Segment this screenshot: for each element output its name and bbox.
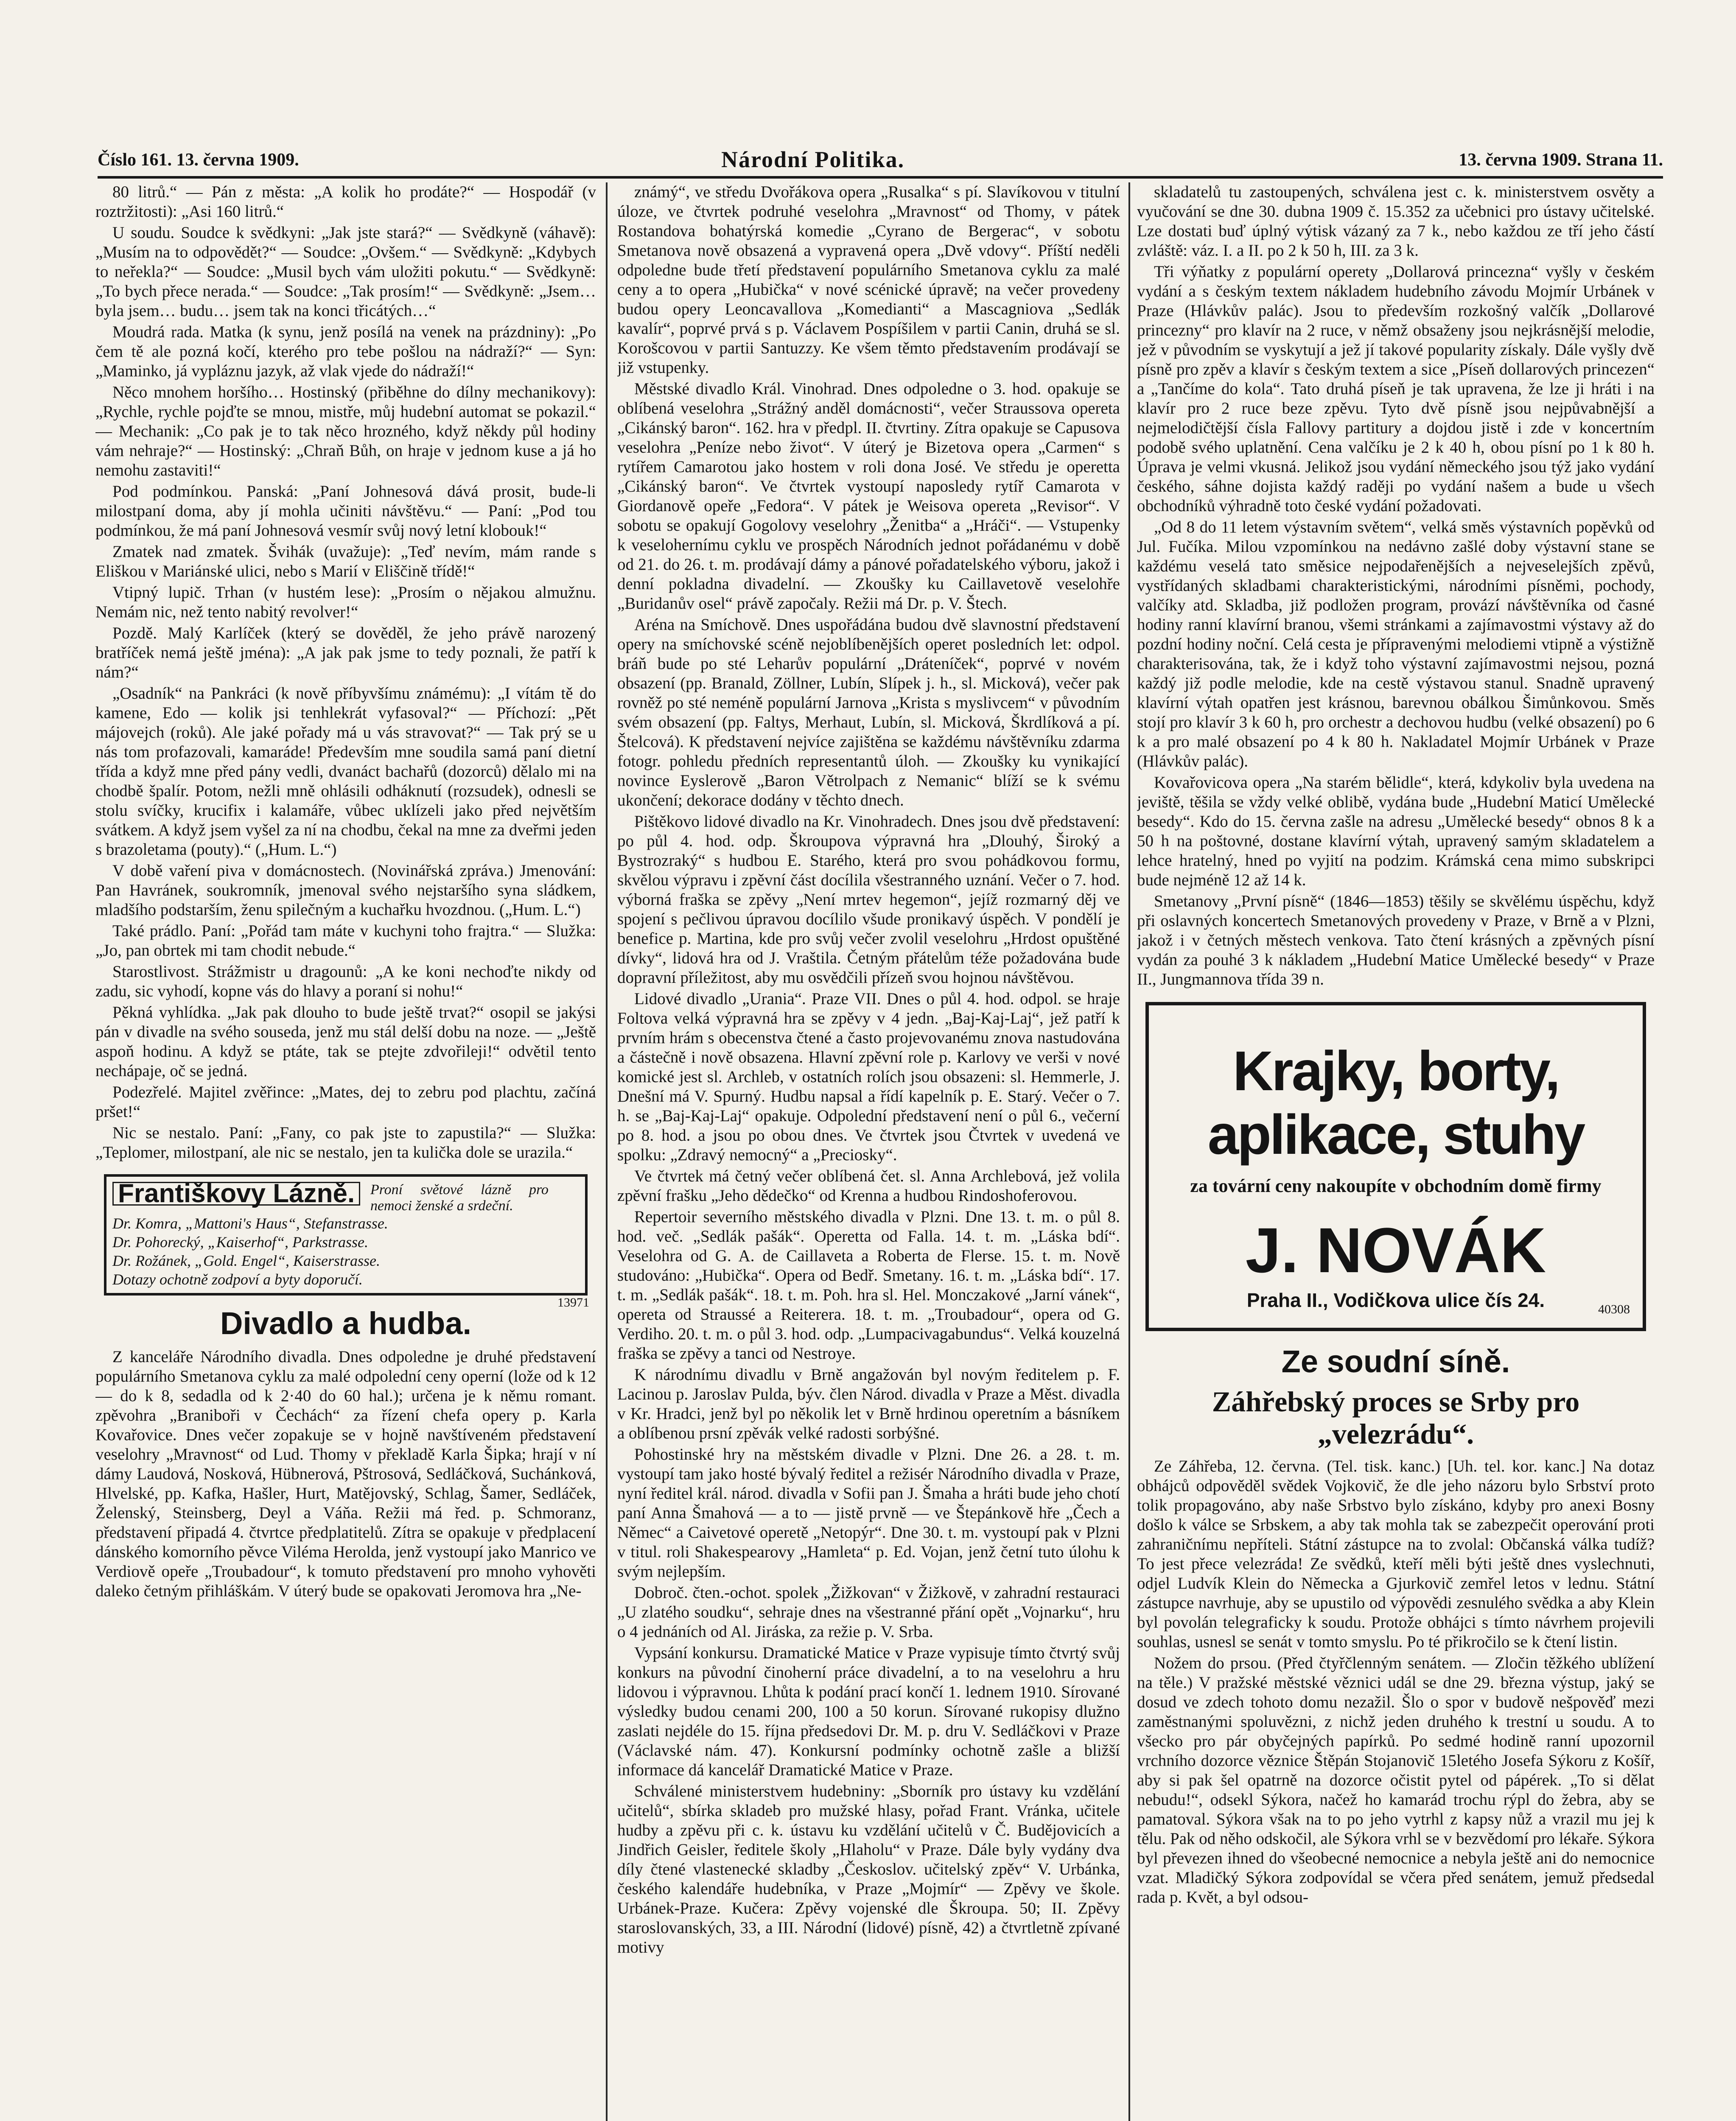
paragraph: „Od 8 do 11 letem výstavním světem“, velká směs výstavních popěvků od Jul. Fučíka. Milou vzpomínkou na nedávno zašlé doby výstavní stane se každému veselá tato směsice nejpodařenějších a nejveselejších zpěvů, vystřídaných skladbami charakteristickými, národními písněmi, pochody, valčíky atd. Skladba, již podložen program, provází návštěvníka od časné hodiny ranní klavírní branou, všemi stránkami a zajímavostmi výstavy až do pozdní hodiny noční. Celá cesta je přípravenými melodiemi vtipně a výstižně charakterisována, tak, že i když toho výstavní zajímavostmi nejsou, pozná každý již podle melodie, kde na cestě výstavou stanul. Snadně upravený klavírní výtah opatřen jest krásnou, barevnou obálkou Šimůnkovou. Směs stojí pro klavír 3 k 60 h, pro orchestr a dechovou hudbu (velké obsazení) po 6 k a pro malé obsazení po 4 k 80 h. Nakladatel Mojmír Urbánek v Praze (Hlávkův palác).: [1137, 518, 1655, 770]
paragraph: Pohostinské hry na městském divadle v Plzni. Dne 26. a 28. t. m. vystoupí tam jako hosté bývalý ředitel a režisér Národního divadla v Praze, nyní ředitel král. národ. divadla v Sofii pan J. Šmaha a hráti bude jeho chotí paní Anna Šmahová — a to — jistě prvně — ve Štepánkově hře „Čech a Němec“ a Caivetové operetě „Netopýr“. Dne 30. t. m. vystoupí pak v Plzni v titul. roli Shakespearovy „Hamleta“ p. Ed. Vojan, jenž četní tuto úlohu k svým nejlepším.: [617, 1445, 1120, 1581]
ad-tagline: Proní světové lázně pro nemoci ženské a srdeční.: [370, 1182, 549, 1214]
column-3: [1137, 182, 1655, 2121]
paragraph: známý“, ve středu Dvořákova opera „Rusalka“ s pí. Slavíkovou v titulní úloze, ve čtvrtek podruhé veselohra „Mravnost“ od Thomy, v pátek Rostandova bohatýrská komedie „Cyrano de Bergerac“, v sobotu Smetanova nově obsazená a vypravená opera „Dvě vdovy“. Příští neděli odpoledne bude třetí představení populárního Smetanova cyklu za malé ceny a to opera „Hubička“ v nové scénické úpravě; na večer provedeny budou opery Leoncavallova „Komedianti“ a Mascagniova „Sedlák kavalír“, poprvé prvá s p. Václavem Pospíšilem v partii Canin, druhá se sl. Korošcovou v partii Santuzzy. Ke všem těmto představením prodávají se již vstupenky.: [617, 183, 1120, 377]
ad-brand: Františkovy Lázně.: [112, 1182, 360, 1206]
paragraph: Městské divadlo Král. Vinohrad. Dnes odpoledne o 3. hod. opakuje se oblíbená veselohra „Strážný anděl domácnosti“, večer Straussova opereta „Cikánský baron“. 162. hra v předpl. II. čtvrtiny. Zítra opakuje se Capusova veselohra „Peníze nebo život“. V úterý je Bizetova opera „Carmen“ s rytířem Camarotou jako hostem v roli dona José. Ve středu je operetta „Cikánský baron“. Ve čtvrtek vystoupí naposledy rytíř Camarota v Giordanově opeře „Fedora“. V pátek je Weisova opereta „Revisor“. V sobotu se opakují Gogolovy veselohry „Ženitba“ a „Hráči“. — Vstupenky k veselohernímu cyklu ve prospěch Národních jednot pořádanému v době od 21. do 26. t. m. prodávají dámy a pánové pořadatelského výboru, jakož i denní pokladna divadelní. — Zkoušky ku Caillavetově veselohře „Buridanův osel“ právě započaly. Režii má Dr. p. V. Štech.: [617, 380, 1120, 613]
paragraph: Vypsání konkursu. Dramatické Matice v Praze vypisuje tímto čtvrtý svůj konkurs na původní činoherní práce divadelní, a to na veselohru a hru lidovou i výpravnou. Lhůta k podání prací končí 1. lednem 1910. Sírované výsledky budou cenami 200, 100 a 50 korun. Sírované rukopisy dlužno zaslati nejdéle do 15. října předsedovi Dr. M. p. dru V. Sedláčkovi v Praze (Václavské nám. 47). Konkursní podmínky ochotně zašle a bližší informace dá kancelář Dramatické Matice v Praze.: [617, 1644, 1120, 1779]
paragraph: skladatelů tu zastoupených, schválena jest c. k. ministerstvem osvěty a vyučování se dne 30. dubna 1909 č. 15.352 za učebnici pro ústavy učitelské. Lze dostati buď úplný výtisk vázaný za 7 k., nebo každou ze tří jeho částí zvláště: váz. I. a II. po 2 k 50 h, III. za 3 k.: [1137, 183, 1655, 260]
paragraph: Pěkná vyhlídka. „Jak pak dlouho to bude ještě trvat?“ osopil se jakýsi pán v divadle na svého souseda, jenž mu stál delší dobu na noze. — „Ještě aspoň hodinu. A když se ptáte, tak se ptejte zdvořileji!“ odvětil tento nechápaje, oč se jedná.: [95, 1003, 596, 1080]
paragraph: Podezřelé. Majitel zvěřince: „Mates, dej to zebru pod plachtu, začíná pršet!“: [95, 1083, 596, 1121]
paragraph: Lidové divadlo „Urania“. Praze VII. Dnes o půl 4. hod. odpol. se hraje Foltova velká výpravná hra se zpěvy v 4 jedn. „Baj-Kaj-Laj“, jež patří k prvním hrám s obecenstva čtené a často projevovanému znova nastudována a částečně i nově obsazena. Hlavní zpěvní role p. Karlovy ve verši v nové komické jest sl. Archleb, v ostatních rolích jsou obsazeni: sl. Hemmerle, J. Dnešní má V. Spurný. Hudbu napsal a řídí kapelník p. E. Starý. Večer o 7. h. se „Baj-Kaj-Laj“ opakuje. Odpolední představení není o půl 6., večerní po 8. hod. a jsou po obou dnes. Ve čtvrtek jsou Čtvrtek v uvedená ve spolku: „Zdravý nemocný“ a „Preciosky“.: [617, 990, 1120, 1164]
column-rule: [1128, 182, 1130, 2121]
article-title: Záhřebský proces se Srby pro „velezrádu“.: [1212, 1385, 1580, 1450]
paragraph: Dobroč. čten.-ochot. spolek „Žižkovan“ v Žižkově, v zahradní restauraci „U zlatého soudku“, sehraje dnes na všestranné přání opět „Vojnarku“, hru o 4 jednáních od Al. Jiráska, za režie p. V. Srba.: [617, 1584, 1120, 1641]
masthead-title: Národní Politika.: [721, 147, 905, 172]
paragraph: Kovařovicova opera „Na starém bělidle“, která, kdykoliv byla uvedena na jeviště, těšila se vždy velké oblibě, vydána bude „Hudební Maticí Umělecké besedy“. Kdo do 15. června zašle na adresu „Umělecké besedy“ obnos 8 k a 50 h na poštovné, dostane klavírní výtah, upravený samým skladatelem a lehce hratelný, hned po vyjití na podzim. Krámská cena mimo subskripci bude nejméně 12 až 14 k.: [1137, 773, 1655, 889]
paragraph: Zmatek nad zmatek. Švihák (uvažuje): „Teď nevím, mám rande s Eliškou v Mariánské ulici, nebo s Marií v Eliščině třídě!“: [95, 543, 596, 580]
ad-row: Dotazy ochotně zodpoví a byty doporučí.: [112, 1271, 363, 1288]
paragraph: 80 litrů.“ — Pán z města: „A kolik ho prodáte?“ — Hospodář (v roztržitosti): „Asi 160 litrů.“: [95, 183, 596, 221]
paragraph: Schválené ministerstvem hudebniny: „Sborník pro ústavy ku vzdělání učitelů“, sbírka skladeb pro mužské hlasy, pořad Frant. Vránka, učitele hudby a zpěvu při c. k. ústavu ku vzdělání učitelů v Č. Budějovicích a Jindřich Geisler, ředitele školy „Hlaholu“ v Praze. Dále byly vydány dva díly čtené vlastenecké skladby „Českoslov. učitelský zpěv“ V. Urbánka, českého kalendáře hudebníka, v Praze „Mojmír“ — Zpěvy ve škole. Urbánek-Praze. Kučera: Zpěvy vojenské dle Škroupa. 50; II. Zpěvy staroslovanských, 33, a III. Národní (lidové) písně, 42) a čtvrtletně zpívané motivy: [617, 1782, 1120, 1956]
issue-page-right: 13. června 1909. Strana 11.: [1459, 150, 1663, 170]
paragraph: V době vaření piva v domácnostech. (Novinářská zpráva.) Jmenování: Pan Havránek, soukromník, jmenoval svého nejstaršího syna sládkem, mladšího podstarším, ženu spilečným a kuchařku hvozdnou. („Hum. L.“): [95, 862, 596, 919]
issue-date-left: Číslo 161. 13. června 1909.: [98, 150, 299, 170]
paragraph: Něco mnohem horšího… Hostinský (přiběhne do dílny mechanikovy): „Rychle, rychle pojďte se mnou, mistře, můj hudební automat se pokazil.“ — Mechanik: „Co pak je to tak něco hrozného, když někdy půl hodiny vám nehraje?“ — Hostinský: „Chraň Bůh, on hraje v jednom kuse a já ho nemohu zastaviti!“: [95, 383, 596, 479]
ad-headline: Krajky, borty, aplikace, stuhy: [1207, 1040, 1584, 1166]
paragraph: U soudu. Soudce k svědkyni: „Jak jste stará?“ — Svědkyně (váhavě): „Musím na to odpovědět?“ — Soudce: „Ovšem.“ — Svědkyně: „Kdybych to neřekla?“ — Soudce: „Musil bych vám uložiti pokutu.“ — Svědkyně: „To bych přece nerada.“ — Soudce: „Tak prosím!“ — Svědkyně: „Jsem… byla jsem… budu… jsem tak na konci třicátých…“: [95, 224, 596, 320]
paragraph: Nožem do prsou. (Před čtyřčlenným senátem. — Zločin těžkého ublížení na těle.) V pražské městské věznici udál se dne 29. března výstup, jaký se dosud ve zdech tohoto domu nezažil. Šlo o spor v budově nešpověď mezi zaměstnanými spoluvězni, z nichž jeden druhého k trestní u soudu. A to všecko pro pár obyčejných papírků. Po sedmé hodině ranní upozornil vrchního dozorce věznice Štěpán Stojanovič 15letého Josefa Sýkoru z Košíř, aby si pak šel opatrně na dozorce očistit pytel od pápérek. „To si dělat nebudu!“, odsekl Sýkora, načež ho kamarád trochu rýpl do žebra, aby se pamatoval. Sýkora však na to po jeho vytrhl z kapsy nůž a vrazil mu jej k tělu. Pak od něho odskočil, ale Sýkora vrhl se v bezvědomí pro lékaře. Sýkora byl převezen ihned do všeobecné nemocnice a nebyla ještě ani do nemocnice vzat. Mladičký Sýkora zodpovídal se včera před senátem, jemuž předsedal rada p. Květ, a byl odsou-: [1137, 1654, 1655, 1906]
ad-row: Dr. Komra, „Mattoni's Haus“, Stefanstrasse.: [112, 1215, 388, 1232]
column-2: [617, 182, 1120, 2121]
novak-advertisement: [1145, 1002, 1646, 1331]
paragraph: Nic se nestalo. Paní: „Fany, co pak jste to zapustila?“ — Služka: „Teplomer, milostpaní, ale nic se nestalo, jen ta kulička dole se urazila.“: [95, 1124, 596, 1161]
paragraph: Tři výňatky z populární operety „Dollarová princezna“ vyšly v českém vydání a s českým textem nákladem hudebního závodu Mojmír Urbánek v Praze (Hlávkův palác). Jsou to především rozkošný valčík „Dollarové princezny“ pro klavír na 2 ruce, v němž obsaženy jsou nejkrásnější melodie, jež v původním se vyskytují a jež jí takové popularity získaly. Dále vyšly dvě písně pro zpěv a klavír s českým textem a sice „Píseň dollarových princezen“ a „Tančíme do kola“. Tato druhá píseň je tak upravena, že lze ji hráti i na klavír pro 2 ruce beze zpěvu. Tyto dvě písně jsou nejpůvabnější a nejmelodičtější čísla Fallovy partitury a dojdou jistě i zde v koncertním podobě svého uplatnění. Cena valčíku je 2 k 40 h, obou písní po 1 k 80 h. Úprava je velmi vkusná. Jelikož jsou vydání německého jsou týž jako vydání českého, sáhne dojista každý raději po vydání našem a bude u všech obchodníků výhradně toto české vydání požadovati.: [1137, 263, 1655, 515]
ad-row: Dr. Rožánek, „Gold. Engel“, Kaiserstrasse.: [112, 1252, 381, 1269]
paragraph: Moudrá rada. Matka (k synu, jenž posílá na venek na prázdniny): „Po čem tě ale pozná kočí, kterého pro tebe pošlou na nádraží?“ — Syn: „Maminko, já vypláznu jazyk, až vlak vjede do nádraží!“: [95, 323, 596, 380]
ad-address: Praha II., Vodičkova ulice čís 24.: [1246, 1289, 1545, 1311]
spa-advertisement: [104, 1174, 589, 1310]
ad-company-name: J. NOVÁK: [1245, 1214, 1546, 1286]
paragraph: Repertoir severního městského divadla v Plzni. Dne 13. t. m. o půl 8. hod. več. „Sedlák pašák“. Operetta od Falla. 14. t. m. „Láska bdí“. Veselohra od G. A. de Caillaveta a Roberta de Flerse. 15. t. m. Nově studováno: „Hubička“. Opera od Bedř. Smetany. 16. t. m. „Láska bdí“. 17. t. m. „Sedlák pašák“. 18. t. m. Poh. hra sl. Hel. Monczakové „Jarní vánek“, opereta od Straussé a Reiterera. 18. t. m. „Troubadour“, opera od G. Verdiho. 20. t. m. o půl 3. hod. odp. „Lumpacivagabundus“. Velká kouzelná fraška se zpěvy a tanci od Nestroye.: [617, 1208, 1120, 1363]
section-heading: Ze soudní síně.: [1281, 1344, 1510, 1379]
paragraph: Také prádlo. Paní: „Pořád tam máte v kuchyni toho frajtra.“ — Služka: „Jo, pan obrtek mi tam chodit nebude.“: [95, 922, 596, 960]
paragraph: „Osadník“ na Pankráci (k nově příbyvšímu známému): „I vítám tě do kamene, Edo — kolik jsi tenhlekrát vyfasoval?“ — Příchozí: „Pět májovejch (roků). Ale jaké pořady má u vás stravovat?“ — Tak prý se u nás tom profazovali, kamaráde! Především mne soudila samá paní dietní třída a když mne před pány vedli, dvanáct bachařů (dozorců) dělalo mi na chodbě špalír. Potom, nežli mně ohlásili odháknutí (rozsudek), odnesli se stolu svíčky, krucifix i kalamáře, vůbec uklízeli jako před největším svátkem. A když jsem vyšel za ní na chodbu, čekal na mne za dveřmi jeden s brazoletama (pouty).“ („Hum. L.“): [95, 684, 596, 859]
paragraph: Vtipný lupič. Trhan (v hustém lese): „Prosím o nějakou almužnu. Nemám nic, než tento nabitý revolver!“: [95, 583, 596, 621]
ad-number: 40308: [1598, 1302, 1630, 1316]
paragraph: Ze Záhřeba, 12. června. (Tel. tisk. kanc.) [Uh. tel. kor. kanc.] Na dotaz obhájců odpověděl svědek Vojkovič, že dle jeho názoru bylo Srbství proto tolik propagováno, aby naše Srbstvo bylo získáno, kdyby pro anexi Bosny došlo k válce se Srbskem, a aby tak mohla tak se zabezpečit operování proti zahraničnímu nepříteli. Státní zástupce na to zvolal: Občanská válka tudíž? To jest přece velezráda! Ze svědků, kteří měli býti ještě dnes vyslechnuti, odjel Ludvík Klein do Německa a Gjurkovič zemřel letos v lednu. Státní zástupce navrhuje, aby se upustilo od výpovědi zesnulého svědka a aby Klein byl povolán telegraficky k soudu. Protože obhájci s tímto návrhem projevili souhlas, usnesl se senát v tomto smyslu. Po té přikročilo se k čtení listin.: [1137, 1457, 1655, 1651]
page-header: [98, 146, 1663, 179]
ad-row: Dr. Pohorecký, „Kaiserhof“, Parkstrasse.: [112, 1234, 368, 1251]
ad-number: 13971: [557, 1296, 589, 1310]
paragraph: Pod podmínkou. Panská: „Paní Johnesová dává prosit, bude-li milostpaní doma, aby jí mohla učiniti návštěvu.“ — Paní: „Pod tou podmínkou, že má paní Johnesová vesmír svůj nový letní klobouk!“: [95, 482, 596, 540]
paragraph: Ve čtvrtek má četný večer oblíbená čet. sl. Anna Archlebová, jež volila zpěvní frašku „Jeho dědečko“ od Krenna a hudbou Rindoshoferovou.: [617, 1167, 1120, 1205]
section-heading: Divadlo a hudba.: [220, 1306, 472, 1341]
ad-subline: za tovární ceny nakoupíte v obchodním domě firmy: [1190, 1175, 1602, 1196]
column-rule: [606, 182, 608, 2121]
paragraph: Z kanceláře Národního divadla. Dnes odpoledne je druhé představení populárního Smetanova cyklu za malé odpolední ceny operní (lože od k 12— do k 8, sedadla od k 2·40 do 60 hal.); určena je k němu romant. zpěvohra „Braniboři v Čechách“ za řízení chefa opery p. Karla Kovařovice. Dnes večer zopakuje se v hojně navštíveném představení veselohry „Mravnost“ od Lud. Thomy v překladě Karla Šipka; hrají v ní dámy Laudová, Nosková, Hübnerová, Pštrosová, Sedláčková, Suchánková, Hlvelské, pp. Kafka, Hašler, Hurt, Matějovský, Schlag, Šamer, Sedláček, Želenský, Steinsberg, Deyl a Váňa. Režii má řed. p. Schmoranz, představení připadá 4. čtvrtce předplatitelů. Zítra se opakuje v předplacení dánského komorního pěvce Viléma Herolda, jenž vystoupí jako Manrico ve Verdiově opeře „Troubadour“, k tomuto představení pro mnoho vyhověti daleko četným přihláškám. V úterý bude se opakovati Jeromova hra „Ne-: [95, 1348, 596, 1600]
paragraph: Pozdě. Malý Karlíček (který se dověděl, že jeho právě narozený bratříček nemá ještě jména): „A jak pak jsme to tedy poznali, že patří k nám?“: [95, 624, 596, 681]
column-1: [95, 182, 596, 2121]
paragraph: Starostlivost. Strážmistr u dragounů: „A ke koni nechoďte nikdy od zadu, sic vyhodí, kopne vás do hlavy a poraní si nohu!“: [95, 963, 596, 1000]
paragraph: K národnímu divadlu v Brně angažován byl novým ředitelem p. F. Lacinou p. Jaroslav Pulda, býv. člen Národ. divadla v Praze a Měst. divadla v Kr. Hradci, jenž byl po několik let v Brně hrdinou operetním a básníkem a oblíbenou prsní zpěvák velké radosti sorbýšné.: [617, 1365, 1120, 1442]
paragraph: Pištěkovo lidové divadlo na Kr. Vinohradech. Dnes jsou dvě představení: po půl 4. hod. odp. Škroupova výpravná hra „Dlouhý, Široký a Bystrozraký“ s hudbou E. Starého, která pro svou pohádkovou formu, skvělou výpravu i zpěvní část docílila všestranného uznání. Večer o 7. hod. výborná fraška se zpěvy „Není mrtev hegemon“, jejíž rozmarný děj ve spojení s pečlivou úpravou docílilo všude pronikavý úspěch. V pondělí je benefice p. Martina, kde pro svůj večer zvolil veselohru „Hrdost opuštěné dívky“, lidová hra od J. Vraštila. Četným přátelům téže požadována bude dopravní příležitost, aby mu osvědčili přízeň svou hojnou návštěvou.: [617, 812, 1120, 987]
paragraph: Smetanovy „První písně“ (1846—1853) těšily se skvělému úspěchu, když při oslavných koncertech Smetanových provedeny v Praze, v Brně a v Plzni, jakož i v četných městech venkova. Tato čtení krásných a zpěvných písní vydán za pouhé 3 k nákladem „Hudební Matice Umělecké besedy“ v Praze II., Jungmannova třída 39 n.: [1137, 892, 1655, 988]
paragraph: Aréna na Smíchově. Dnes uspořádána budou dvě slavnostní představení opery na smíchovské scéně nejoblíbenějších operet posledních let: odpol. bráň bude po sté Leharův populární „Dráteníček“, poprvé v novém obsazení (pp. Branald, Zöllner, Lubín, Slípek j. h., sl. Micková), večer pak rovněž po sté neméně populární Jarnova „Krista s myslivcem“ v původním svém obsazení (pp. Faltys, Merhaut, Lubín, sl. Micková, Škrdlíková a pí. Štelcová). K představení nejvíce zajištěna se každému návštěvníku zdarma fotogr. pohledu předních representantů úloh. — Zkoušky ku vynikající novince Eyslerově „Baron Větrolpach z Nemanic“ blíží se k svému ukončení; dekorace dodány v těchto dnech.: [617, 616, 1120, 809]
